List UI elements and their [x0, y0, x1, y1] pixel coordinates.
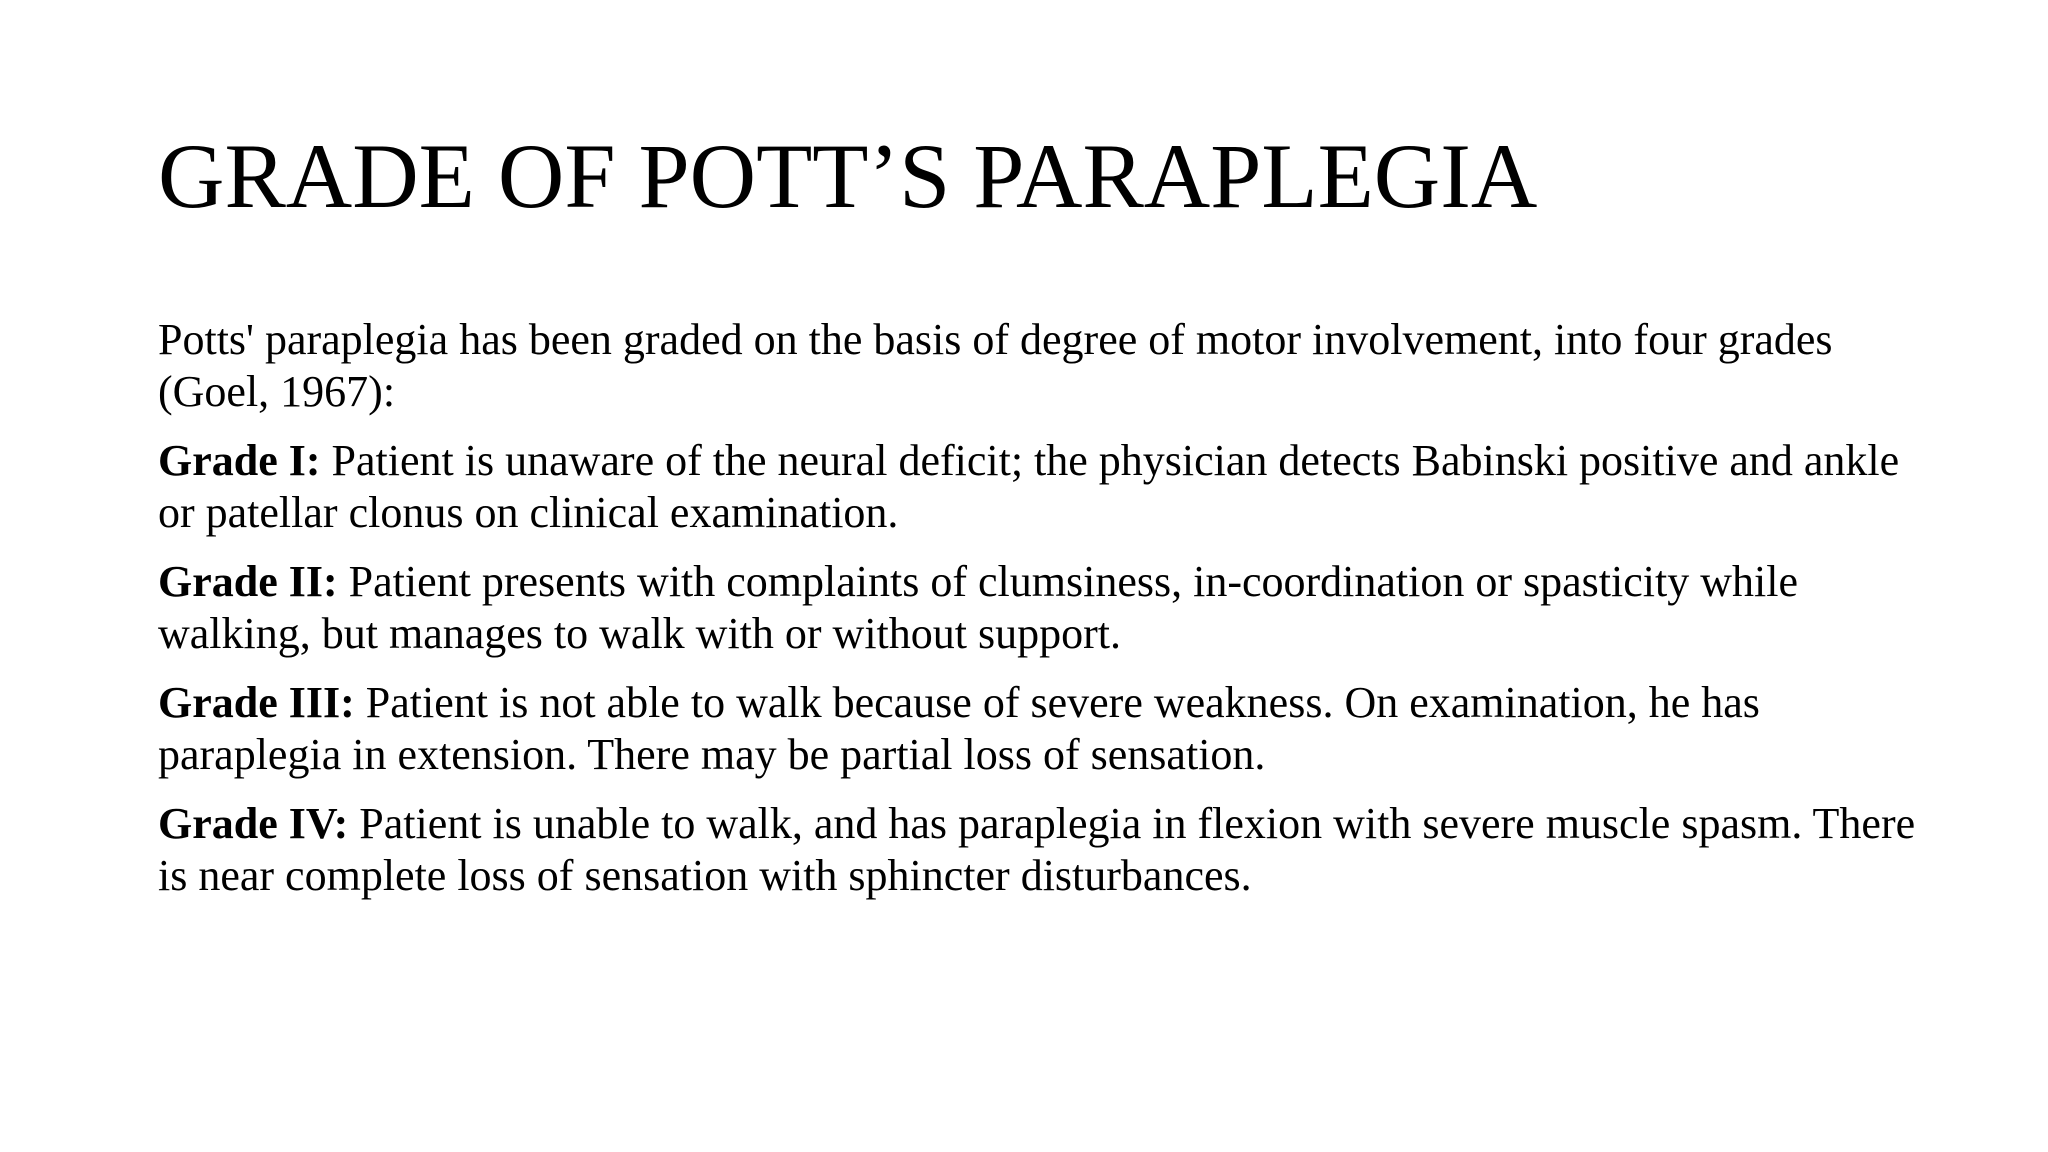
grade-1-label: Grade I:: [158, 436, 321, 485]
slide-body: [158, 314, 1918, 919]
grade-1-paragraph: [158, 435, 1918, 539]
grade-3-paragraph: [158, 677, 1918, 781]
grade-2-label: Grade II:: [158, 557, 338, 606]
intro-paragraph: Potts' paraplegia has been graded on the basis of degree of motor involvement, into four grades (Goel, 1967):: [158, 315, 1833, 416]
grade-3-label: Grade III:: [158, 678, 355, 727]
grade-3-text: Patient is not able to walk because of severe weakness. On examination, he has paraplegia in extension. There may be partial loss of sensation.: [158, 678, 1760, 779]
grade-2-text: Patient presents with complaints of clumsiness, in-coordination or spasticity while walking, but manages to walk with or without support.: [158, 557, 1798, 658]
grade-4-paragraph: [158, 798, 1918, 902]
grade-4-text: Patient is unable to walk, and has paraplegia in flexion with severe muscle spasm. There is near complete loss of sensation with sphincter disturbances.: [158, 799, 1916, 900]
grade-2-paragraph: [158, 556, 1918, 660]
grade-1-text: Patient is unaware of the neural deficit; the physician detects Babinski positive and ankle or patellar clonus on clinical examination.: [158, 436, 1900, 537]
slide-title: GRADE OF POTT’S PARAPLEGIA: [158, 125, 1538, 227]
grade-4-label: Grade IV:: [158, 799, 349, 848]
